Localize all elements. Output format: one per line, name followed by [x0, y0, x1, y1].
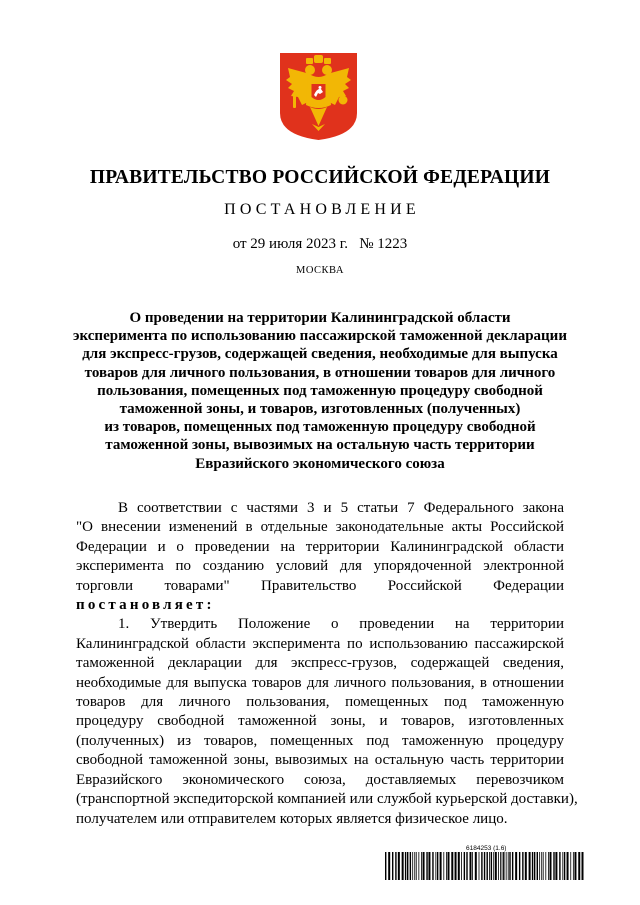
body-line: Евразийского экономического союза, доставляемых перевозчиком — [76, 771, 564, 788]
body-line: 1. Утвердить Положение о проведении на территории — [118, 616, 564, 633]
body-line: торговли товарами" Правительство Российской Федерации — [76, 577, 564, 594]
body-line: процедуру свободной таможенной зоны, и товаров, изготовленных — [76, 713, 564, 730]
body-line: "О внесении изменений в отдельные законодательные акты Российской — [76, 519, 564, 536]
document-date-number: от 29 июля 2023 г. № 1223 — [232, 236, 408, 252]
document-city: МОСКВА — [296, 265, 344, 276]
document-code: 6184253 (1.6) — [466, 845, 507, 852]
body-line: получателем или отправителем которых является физическое лицо. — [76, 810, 508, 827]
body-line: товаров для личного пользования, помещенных под таможенную — [76, 694, 564, 711]
title-line: товаров для личного пользования, в отношении товаров для личного — [84, 364, 556, 381]
government-title: ПРАВИТЕЛЬСТВО РОССИЙСКОЙ ФЕДЕРАЦИИ — [89, 167, 551, 188]
body-line: (транспортной экспедиторской компанией или службой курьерской доставки), — [76, 791, 578, 808]
preamble-paragraph — [76, 499, 564, 615]
item-1-paragraph — [76, 615, 578, 828]
coat-of-arms-emblem — [280, 53, 357, 140]
title-line: Евразийского экономического союза — [195, 455, 445, 472]
resolution-body — [76, 499, 578, 829]
title-line: для экспресс-грузов, содержащей сведения, необходимые для выпуска — [82, 346, 558, 363]
title-line: таможенной зоны, вывозимых на остальную часть территории — [105, 437, 535, 454]
title-line: из товаров, помещенных под таможенную процедуру свободной — [104, 419, 536, 436]
body-line: эксперимента по созданию условий для упорядоченной электронной — [76, 558, 564, 575]
resolves-word: постановляет: — [76, 597, 215, 614]
body-line: необходимые для выпуска товаров для личного пользования, в отношении — [76, 674, 564, 691]
resolution-title — [60, 309, 580, 473]
body-line: Федерации и о проведении на территории Калининградской области — [76, 538, 564, 555]
title-line: пользования, помещенных под таможенную процедуру свободной — [97, 382, 543, 399]
body-line: В соответствии с частями 3 и 5 статьи 7 Федерального закона — [118, 500, 564, 516]
title-line: О проведении на территории Калининградской области — [129, 310, 511, 326]
body-line: (полученных) из товаров, помещенных под таможенную процедуру — [76, 732, 564, 749]
title-line: таможенной зоны, и товаров, изготовленных (полученных) — [119, 401, 521, 418]
body-line: свободной таможенной зоны, вывозимых на остальную часть территории — [76, 752, 564, 769]
barcode-icon — [385, 852, 585, 880]
body-line: таможенной декларации для экспресс-грузов, содержащей сведения, — [76, 655, 564, 672]
title-line: эксперимента по использованию пассажирской таможенной декларации — [73, 328, 567, 345]
rider-shield-icon — [312, 84, 326, 100]
body-line: Калининградской области эксперимента по использованию пассажирской — [76, 635, 564, 652]
document-type: ПОСТАНОВЛЕНИЕ — [224, 201, 420, 218]
